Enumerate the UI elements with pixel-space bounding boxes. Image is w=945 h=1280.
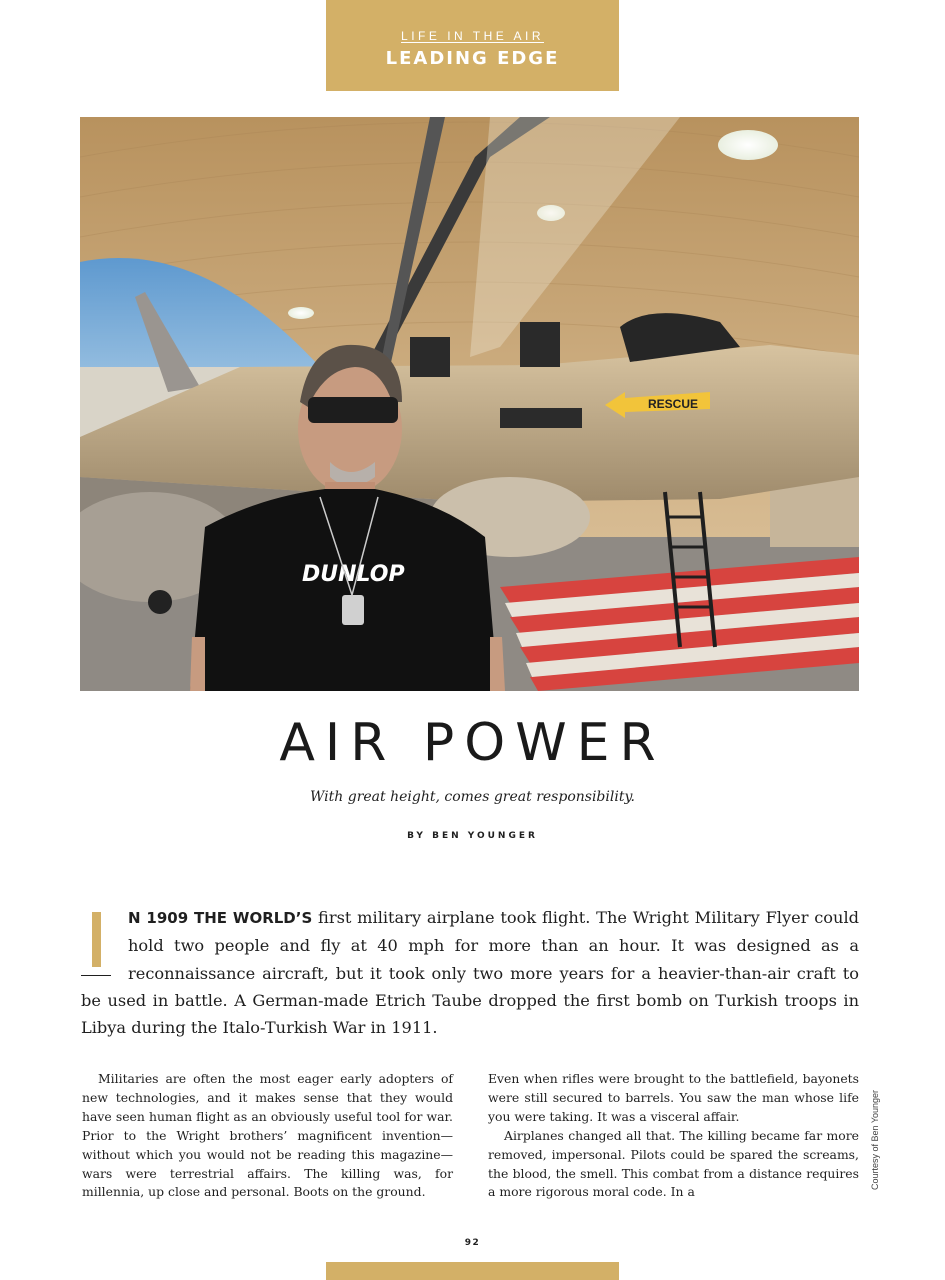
hero-photo-illustration — [80, 117, 859, 691]
drop-cap-rule — [81, 975, 111, 976]
body-column-left — [82, 1070, 453, 1202]
photo-credit — [869, 1080, 881, 1200]
photo-credit-text: Courtesy of Ben Younger — [870, 1089, 880, 1191]
article-dek: With great height, comes great responsibility. — [310, 789, 635, 805]
drop-cap-letter — [81, 907, 82, 908]
lead-in: N 1909 THE WORLD’S — [128, 909, 313, 927]
hero-photo — [80, 117, 859, 691]
body-column-right — [488, 1070, 859, 1202]
section-kicker: LIFE IN THE AIR — [401, 29, 544, 43]
lead-paragraph — [81, 904, 859, 1041]
page-number: 92 — [464, 1238, 481, 1248]
drop-cap — [81, 907, 121, 979]
drop-cap-bar — [92, 912, 101, 967]
body-paragraph: Airplanes changed all that. The killing became far more removed, impersonal. Pilots could be spared the screams, the blood, the smell. This combat from a distance requires a more rigorous moral code. In a — [488, 1127, 859, 1200]
footer-bar — [326, 1262, 619, 1280]
byline: BY BEN YOUNGER — [407, 831, 538, 841]
body-paragraph: Militaries are often the most eager early adopters of new technologies, and it makes sense that they would have seen human flight as an obviously useful tool for war. Prior to the Wright brothers’ magnificent invention—without which you would not be reading this magazine—wars were terrestrial affairs. The killing was, for millennia, up close and personal. Boots on the ground. — [82, 1071, 453, 1200]
section-header — [326, 0, 619, 91]
section-title: LEADING EDGE — [385, 48, 560, 69]
shirt-logo-text: DUNLOP — [302, 562, 405, 587]
body-paragraph: Even when rifles were brought to the battlefield, bayonets were still secured to barrels. You saw the man whose life you were taking. It was a visceral affair. — [488, 1071, 859, 1124]
article-headline: AIR POWER — [279, 713, 666, 773]
lead-text: first military airplane took flight. The Wright Military Flyer could hold two people and fly at 40 mph for more than an hour. It was designed as a reconnaissance aircraft, but it took only two more years for a heavier-than-air craft to be used in battle. A German-made Etrich Taube dropped the first bomb on Turkish troops in Libya during the Italo-Turkish War in 1911. — [81, 908, 859, 1038]
rescue-label: RESCUE — [648, 397, 699, 411]
